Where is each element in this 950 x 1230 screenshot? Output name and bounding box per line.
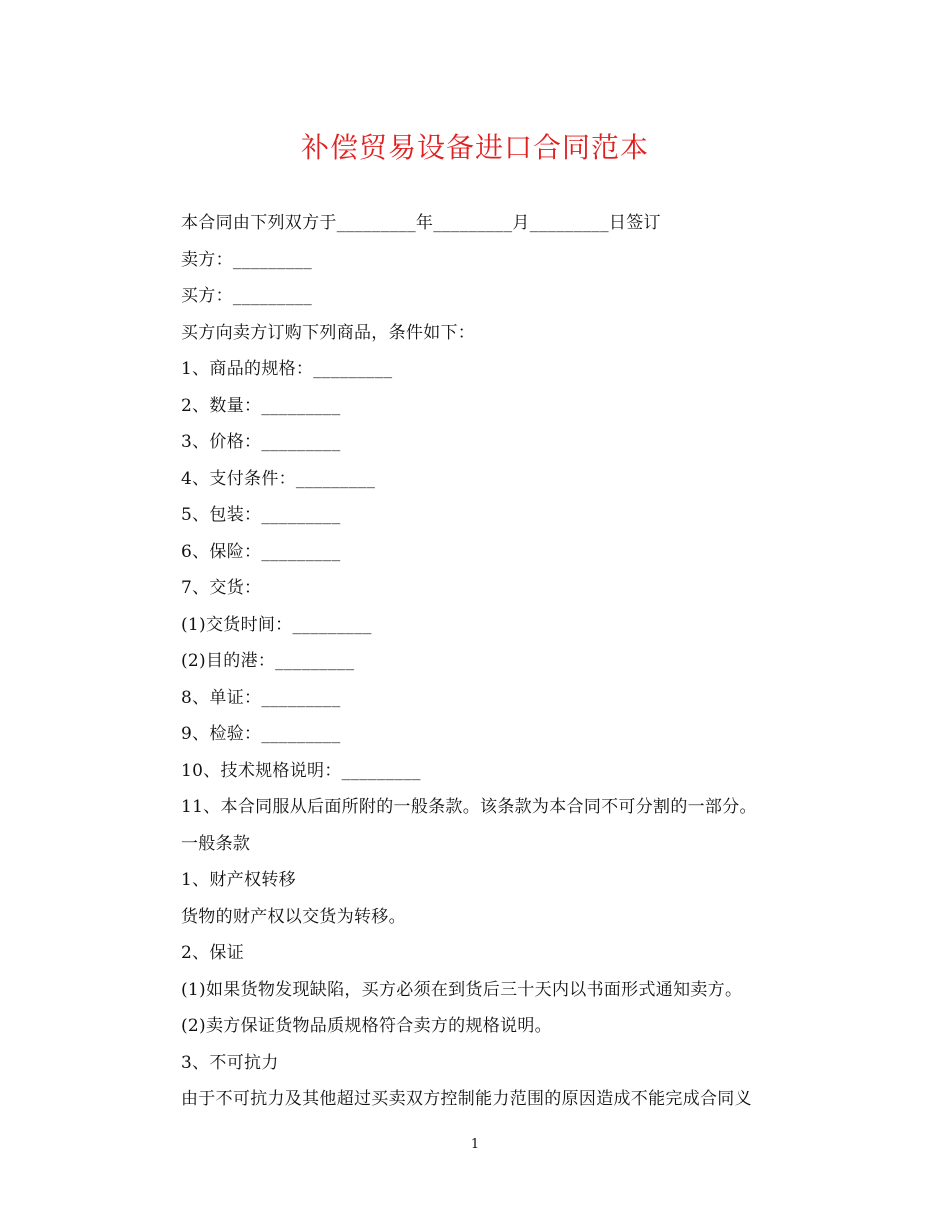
- contract-date-line: 本合同由下列双方于_________年_________月_________日签订: [181, 213, 661, 233]
- item-documents-line: 8、单证：_________: [181, 687, 341, 708]
- buyer-line: 买方：_________: [181, 286, 313, 306]
- item-price-line: 3、价格：_________: [181, 432, 341, 452]
- warranty-clause-2: (2)卖方保证货物品质规格符合卖方的规格说明。: [181, 1016, 552, 1036]
- page-number: 1: [470, 1137, 480, 1152]
- item-delivery-line: 7、交货：: [181, 578, 262, 598]
- force-majeure-text: 由于不可抗力及其他超过买卖双方控制能力范围的原因造成不能完成合同义: [181, 1089, 752, 1109]
- warranty-heading: 2、保证: [181, 943, 245, 963]
- delivery-time-line: (1)交货时间：_________: [181, 614, 372, 635]
- force-majeure-heading: 3、不可抗力: [181, 1052, 279, 1073]
- item-inspection-line: 9、检验：_________: [181, 724, 341, 744]
- item-insurance-line: 6、保险：_________: [181, 541, 341, 562]
- property-transfer-heading: 1、财产权转移: [181, 870, 296, 890]
- document-body: [181, 205, 821, 1118]
- item-payment-line: 4、支付条件：_________: [181, 468, 376, 489]
- destination-port-line: (2)目的港：_________: [181, 651, 355, 671]
- warranty-clause-1: (1)如果货物发现缺陷，买方必须在到货后三十天内以书面形式通知卖方。: [181, 979, 743, 1000]
- seller-line: 卖方：_________: [181, 249, 313, 270]
- property-transfer-text: 货物的财产权以交货为转移。: [181, 906, 406, 927]
- order-intro-line: 买方向卖方订购下列商品，条件如下：: [181, 322, 476, 343]
- document-title: 补偿贸易设备进口合同范本: [300, 131, 649, 164]
- item-spec-line: 1、商品的规格：_________: [181, 359, 393, 379]
- item-packing-line: 5、包装：_________: [181, 505, 341, 525]
- item-quantity-line: 2、数量：_________: [181, 395, 341, 416]
- item-general-terms-line: 11、本合同服从后面所附的一般条款。该条款为本合同不可分割的一部分。: [181, 797, 757, 817]
- general-terms-heading: 一般条款: [181, 833, 251, 854]
- item-tech-spec-line: 10、技术规格说明：_________: [181, 760, 421, 781]
